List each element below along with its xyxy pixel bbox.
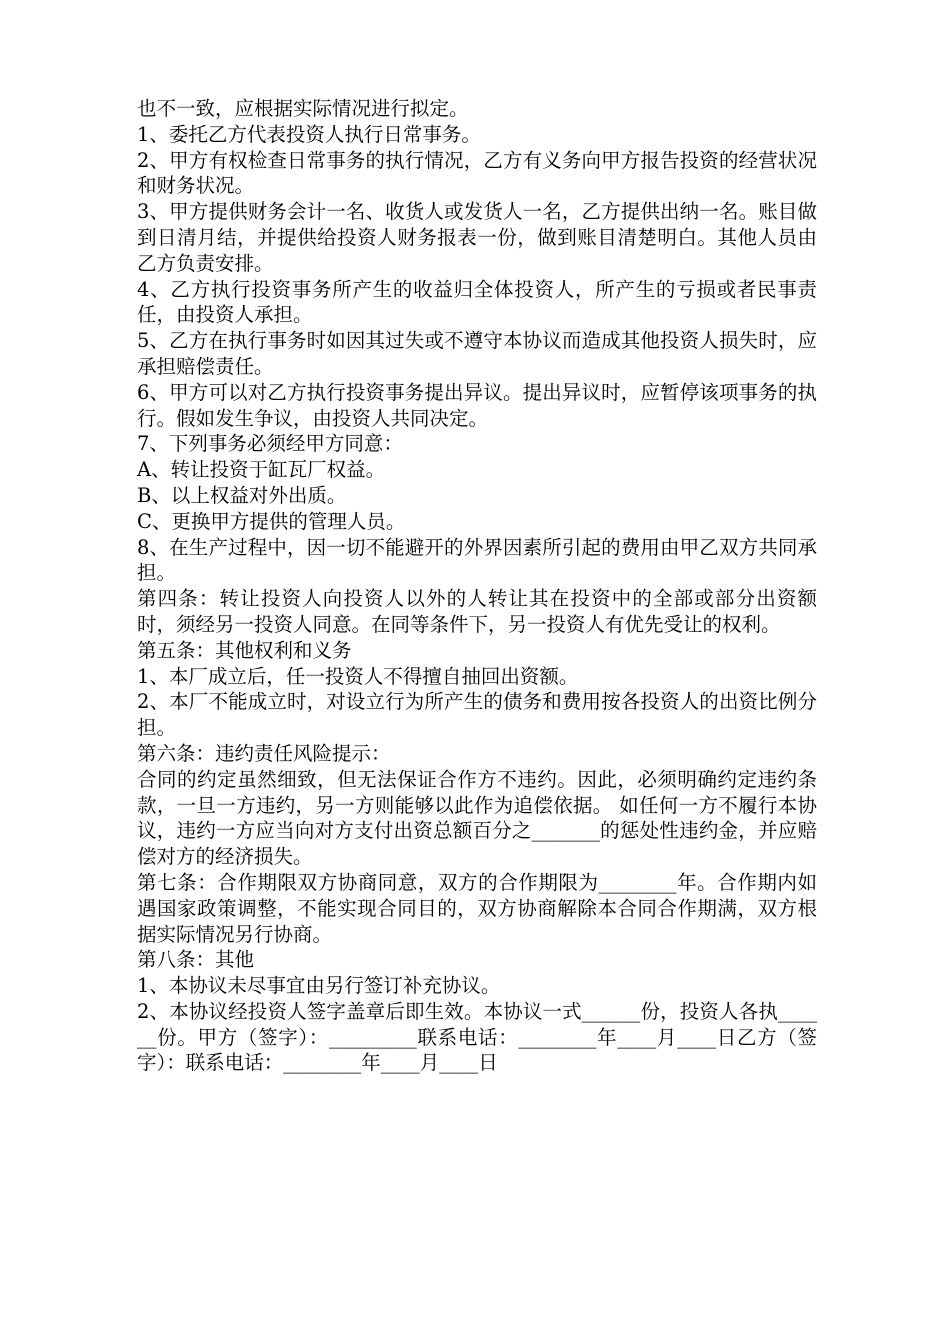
clause-item-8: 8、在生产过程中，因一切不能避开的外界因素所引起的费用由甲乙双方共同承担。 — [137, 535, 817, 585]
sub-item-b: B、以上权益对外出质。 — [137, 483, 347, 507]
article-7: 第七条：合作期限双方协商同意，双方的合作期限为________年。合作期内如遇国家政策调整，不能实现合同目的，双方协商解除本合同合作期满，双方根据实际情况另行协商。 — [137, 870, 817, 946]
document-page — [137, 96, 817, 1076]
article-8-item-1: 1、本协议未尽事宜由另行签订补充协议。 — [137, 974, 501, 998]
article-6-heading: 第六条：违约责任风险提示： — [137, 741, 391, 765]
clause-item-1: 1、委托乙方代表投资人执行日常事务。 — [137, 122, 481, 146]
clause-item-5: 5、乙方在执行事务时如因其过失或不遵守本协议而造成其他投资人损失时，应承担赔偿责任。 — [137, 329, 817, 378]
article-5-heading: 第五条：其他权利和义务 — [137, 638, 352, 662]
paragraph-intro-continuation: 也不一致，应根据实际情况进行拟定。 — [137, 97, 469, 120]
article-6-body: 合同的约定虽然细致，但无法保证合作方不违约。因此，必须明确约定违约条款，一旦一方违约，另一方则能够以此作为追偿依据。 如任何一方不履行本协议，违约一方应当向对方支付出资总额百分之_______的惩处性违约金，并应赔偿对方的经济损失。 — [137, 767, 817, 869]
sub-item-c: C、更换甲方提供的管理人员。 — [137, 509, 406, 533]
article-5-item-1: 1、本厂成立后，任一投资人不得擅自抽回出资额。 — [137, 664, 579, 688]
clause-item-3: 3、甲方提供财务会计一名、收货人或发货人一名，乙方提供出纳一名。账目做到日清月结，并提供给投资人财务报表一份，做到账目清楚明白。其他人员由乙方负责安排。 — [137, 200, 817, 275]
clause-item-7: 7、下列事务必须经甲方同意： — [137, 432, 403, 456]
clause-item-6: 6、甲方可以对乙方执行投资事务提出异议。提出异议时，应暂停该项事务的执行。假如发生争议，由投资人共同决定。 — [137, 380, 817, 430]
sub-item-a: A、转让投资于缸瓦厂权益。 — [137, 458, 386, 482]
clause-item-2: 2、甲方有权检查日常事务的执行情况，乙方有义务向甲方报告投资的经营状况和财务状况。 — [137, 148, 817, 198]
article-4: 第四条：转让投资人向投资人以外的人转让其在投资中的全部或部分出资额时，须经另一投资人同意。在同等条件下，另一投资人有优先受让的权利。 — [137, 587, 817, 636]
article-8-item-2-signature: 2、本协议经投资人签字盖章后即生效。本协议一式______份，投资人各执______份。甲方（签字）：_________联系电话：________年____月____日乙方（签字）：联系电话：________年____月____日 — [137, 999, 817, 1075]
clause-item-4: 4、乙方执行投资事务所产生的收益归全体投资人，所产生的亏损或者民事责任，由投资人承担。 — [137, 277, 817, 327]
article-5-item-2: 2、本厂不能成立时，对设立行为所产生的债务和费用按各投资人的出资比例分担。 — [137, 690, 817, 740]
article-8-heading: 第八条：其他 — [137, 948, 255, 972]
